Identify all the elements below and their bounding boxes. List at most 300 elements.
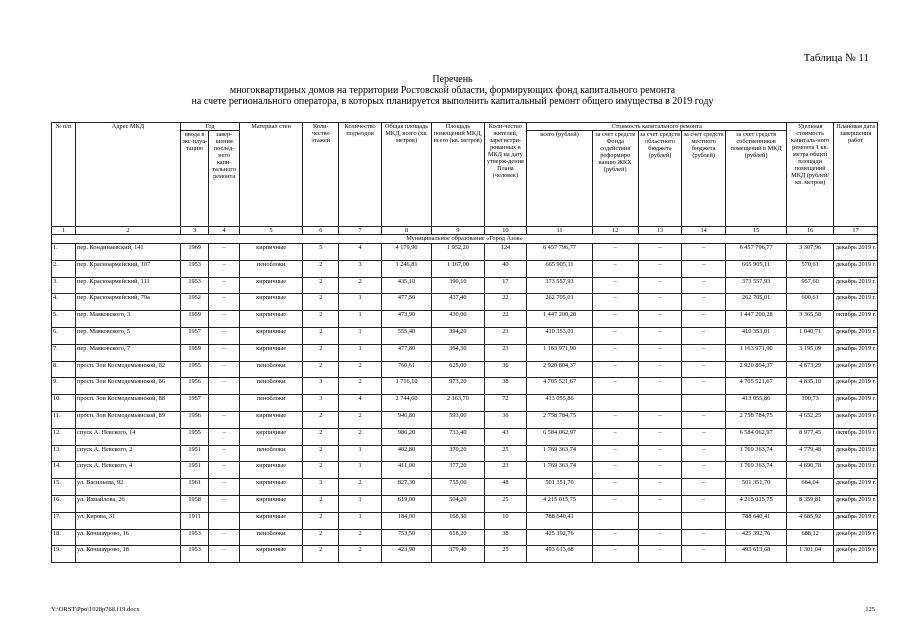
table-row bbox=[52, 462, 878, 479]
municipality-row: Муниципальное образование «Город Азов» bbox=[52, 235, 878, 244]
row-cost-fund: – bbox=[592, 428, 638, 445]
row-unit-cost: 3 307,96 bbox=[787, 244, 834, 261]
table-row bbox=[52, 411, 878, 428]
row-total-area: 184,00 bbox=[381, 512, 431, 529]
row-premises-area: 733,40 bbox=[432, 428, 484, 445]
row-total-area: 435,10 bbox=[381, 277, 431, 294]
row-cost-owners: 501 351,70 bbox=[726, 479, 787, 496]
row-entrances: 2 bbox=[339, 378, 382, 395]
row-wall: кирпичные bbox=[239, 546, 302, 563]
table-row bbox=[52, 479, 878, 496]
row-number: 4. bbox=[52, 294, 76, 311]
row-year-renov: – bbox=[209, 462, 240, 479]
row-total-area: 827,30 bbox=[381, 479, 431, 496]
row-premises-area: 1 167,00 bbox=[432, 260, 484, 277]
table-number: Таблица № 11 bbox=[803, 52, 869, 64]
row-number: 13. bbox=[52, 445, 76, 462]
row-cost-local: – bbox=[682, 546, 726, 563]
header-cost-fund: за счет средств Фонда содействия реформиро ванию ЖКХ (рублей) bbox=[592, 131, 638, 227]
row-year-built: 1957 bbox=[180, 327, 208, 344]
row-cost-region: – bbox=[638, 546, 682, 563]
row-floors: 3 bbox=[303, 395, 339, 412]
row-number: 9. bbox=[52, 378, 76, 395]
row-cost-local: – bbox=[682, 445, 726, 462]
row-residents: 36 bbox=[484, 361, 527, 378]
table-row bbox=[52, 546, 878, 563]
row-total-area: 477,80 bbox=[381, 344, 431, 361]
row-unit-cost: 664,04 bbox=[787, 479, 834, 496]
row-residents: 17 bbox=[484, 277, 527, 294]
table-row bbox=[52, 512, 878, 529]
col-number: 6 bbox=[303, 227, 339, 235]
row-year-renov: – bbox=[209, 411, 240, 428]
col-number: 16 bbox=[787, 227, 834, 235]
row-plan-date: декабрь 2019 г. bbox=[834, 495, 878, 512]
row-number: 14. bbox=[52, 462, 76, 479]
row-cost-region: – bbox=[638, 411, 682, 428]
row-floors: 2 bbox=[303, 495, 339, 512]
row-floors: 2 bbox=[303, 512, 339, 529]
row-cost-region: – bbox=[638, 344, 682, 361]
row-year-built: 1951 bbox=[180, 462, 208, 479]
row-cost-local: – bbox=[682, 378, 726, 395]
row-cost-fund: – bbox=[592, 479, 638, 496]
row-year-built: 1969 bbox=[180, 244, 208, 261]
col-number: 12 bbox=[592, 227, 638, 235]
table-row bbox=[52, 277, 878, 294]
row-plan-date: декабрь 2019 г. bbox=[834, 479, 878, 496]
row-year-built: 1959 bbox=[180, 344, 208, 361]
row-year-built: 1956 bbox=[180, 378, 208, 395]
row-wall: пеноблоки bbox=[239, 445, 302, 462]
row-number: 12. bbox=[52, 428, 76, 445]
header-address: Адрес МКД bbox=[76, 123, 181, 227]
row-cost-fund: – bbox=[592, 495, 638, 512]
row-plan-date: декабрь 2019 г. bbox=[834, 395, 878, 412]
row-total-area: 411,00 bbox=[381, 462, 431, 479]
row-cost-owners: 4 215 015,75 bbox=[726, 495, 787, 512]
row-cost-region: – bbox=[638, 529, 682, 546]
table-row bbox=[52, 428, 878, 445]
row-cost-fund: – bbox=[592, 311, 638, 328]
row-address: просп. Зои Космодемьянской, 86 bbox=[76, 378, 181, 395]
col-number: 14 bbox=[682, 227, 726, 235]
row-cost-owners: 6 584 062,97 bbox=[726, 428, 787, 445]
header-year: Год bbox=[180, 123, 239, 131]
row-cost-total: 4 215 015,75 bbox=[527, 495, 593, 512]
row-cost-owners: 425 392,76 bbox=[726, 529, 787, 546]
row-number: 10. bbox=[52, 395, 76, 412]
row-cost-owners: 410 353,01 bbox=[726, 327, 787, 344]
row-residents: 25 bbox=[484, 495, 527, 512]
row-cost-local bbox=[682, 395, 726, 412]
row-year-renov: – bbox=[209, 495, 240, 512]
row-floors: 2 bbox=[303, 294, 339, 311]
row-entrances: 1 bbox=[339, 327, 382, 344]
row-entrances: 1 bbox=[339, 344, 382, 361]
row-premises-area: 625,00 bbox=[432, 361, 484, 378]
column-number-row bbox=[52, 227, 878, 235]
row-residents: 23 bbox=[484, 462, 527, 479]
row-floors: 2 bbox=[303, 529, 339, 546]
row-floors: 2 bbox=[303, 260, 339, 277]
row-premises-area: 593,00 bbox=[432, 411, 484, 428]
row-number: 2. bbox=[52, 260, 76, 277]
row-wall: кирпичные bbox=[239, 277, 302, 294]
row-address: просп. Зои Космодемьянской, 89 bbox=[76, 411, 181, 428]
row-number: 3. bbox=[52, 277, 76, 294]
title-line: на счете регионального оператора, в которых планируется выполнить капитальный ремонт общего имущества в 2019 году bbox=[191, 96, 714, 107]
row-unit-cost: 4 652,25 bbox=[787, 411, 834, 428]
row-cost-region: – bbox=[638, 244, 682, 261]
row-entrances: 2 bbox=[339, 428, 382, 445]
header-cost-total: всего (рублей) bbox=[527, 131, 593, 227]
row-cost-total: 4 705 521,67 bbox=[527, 378, 593, 395]
row-total-area: 2 744,60 bbox=[381, 395, 431, 412]
row-cost-local: – bbox=[682, 260, 726, 277]
row-cost-local: – bbox=[682, 411, 726, 428]
col-number: 10 bbox=[484, 227, 527, 235]
row-year-built: 1951 bbox=[180, 445, 208, 462]
table-row bbox=[52, 344, 878, 361]
table-row bbox=[52, 395, 878, 412]
row-year-built: 1911 bbox=[180, 512, 208, 529]
header-entrances: Количество подъездов bbox=[339, 123, 382, 227]
row-floors: 2 bbox=[303, 411, 339, 428]
row-year-renov bbox=[209, 512, 240, 529]
row-premises-area: 504,20 bbox=[432, 495, 484, 512]
row-number: 16. bbox=[52, 495, 76, 512]
row-cost-owners: 1 447 200,28 bbox=[726, 311, 787, 328]
row-year-renov: – bbox=[209, 361, 240, 378]
row-cost-local: – bbox=[682, 529, 726, 546]
row-address: ул. Коншаурово, 16 bbox=[76, 529, 181, 546]
row-unit-cost: 4 673,29 bbox=[787, 361, 834, 378]
row-cost-fund: – bbox=[592, 378, 638, 395]
row-unit-cost: 4 779,48 bbox=[787, 445, 834, 462]
row-year-built: 1955 bbox=[180, 428, 208, 445]
row-floors: 2 bbox=[303, 327, 339, 344]
row-year-renov: – bbox=[209, 546, 240, 563]
row-cost-owners: 4 705 521,67 bbox=[726, 378, 787, 395]
row-address: спуск А. Невского, 4 bbox=[76, 462, 181, 479]
row-address: пер. Красноармейский, 111 bbox=[76, 277, 181, 294]
header-cost-region: за счет средств областного бюджета (рублей) bbox=[638, 131, 682, 227]
row-wall: кирпичные bbox=[239, 512, 302, 529]
row-cost-region: – bbox=[638, 294, 682, 311]
row-cost-local: – bbox=[682, 462, 726, 479]
row-total-area: 753,50 bbox=[381, 529, 431, 546]
row-address: просп. Зои Космодемьянской, 88 bbox=[76, 395, 181, 412]
row-residents: 43 bbox=[484, 428, 527, 445]
row-entrances: 1 bbox=[339, 462, 382, 479]
row-year-built: 1953 bbox=[180, 277, 208, 294]
row-premises-area: 390,10 bbox=[432, 277, 484, 294]
row-unit-cost: 3 195,09 bbox=[787, 344, 834, 361]
row-cost-total: 6 584 062,97 bbox=[527, 428, 593, 445]
row-entrances: 1 bbox=[339, 311, 382, 328]
table-row bbox=[52, 529, 878, 546]
row-cost-total: 2 758 784,75 bbox=[527, 411, 593, 428]
row-plan-date: декабрь 2019 г. bbox=[834, 378, 878, 395]
header-unit-cost: Удельная стоимость капиталь-ного ремонта 1 кв. метра общей площади помещений МКД (рублей/ кв. метров) bbox=[787, 123, 834, 227]
row-cost-owners: 493 613,68 bbox=[726, 546, 787, 563]
row-number: 15. bbox=[52, 479, 76, 496]
col-number: 7 bbox=[339, 227, 382, 235]
row-year-renov bbox=[209, 395, 240, 412]
row-cost-local: – bbox=[682, 277, 726, 294]
row-plan-date: декабрь 2019 г. bbox=[834, 445, 878, 462]
header-num: № п/п bbox=[52, 123, 76, 227]
row-total-area: 760,61 bbox=[381, 361, 431, 378]
col-number: 5 bbox=[239, 227, 302, 235]
table-row bbox=[52, 361, 878, 378]
row-year-renov: – bbox=[209, 277, 240, 294]
row-plan-date: декабрь 2019 г. bbox=[834, 462, 878, 479]
header-wall: Материал стен bbox=[239, 123, 302, 227]
row-cost-total: 2 920 804,37 bbox=[527, 361, 593, 378]
row-premises-area: 364,30 bbox=[432, 344, 484, 361]
row-cost-local: – bbox=[682, 361, 726, 378]
row-premises-area: 1 952,20 bbox=[432, 244, 484, 261]
row-address: пер. Маяковского, 7 bbox=[76, 344, 181, 361]
row-number: 7. bbox=[52, 344, 76, 361]
row-residents: 36 bbox=[484, 411, 527, 428]
row-plan-date: декабрь 2019 г. bbox=[834, 327, 878, 344]
row-year-built: 1953 bbox=[180, 529, 208, 546]
row-wall: кирпичные bbox=[239, 495, 302, 512]
row-cost-fund: – bbox=[592, 411, 638, 428]
row-premises-area: 2 163,70 bbox=[432, 395, 484, 412]
row-floors: 2 bbox=[303, 361, 339, 378]
row-plan-date: декабрь 2019 г. bbox=[834, 260, 878, 277]
row-number: 11. bbox=[52, 411, 76, 428]
header-plan-date: Плановая дата завершения работ bbox=[834, 123, 878, 227]
row-plan-date: октябрь 2019 г. bbox=[834, 311, 878, 328]
row-unit-cost: 1 301,04 bbox=[787, 546, 834, 563]
row-entrances: 1 bbox=[339, 294, 382, 311]
row-premises-area: 618,20 bbox=[432, 529, 484, 546]
row-plan-date: декабрь 2019 г. bbox=[834, 411, 878, 428]
row-cost-region: – bbox=[638, 445, 682, 462]
row-premises-area: 973,20 bbox=[432, 378, 484, 395]
row-cost-region: – bbox=[638, 462, 682, 479]
row-year-built: 1953 bbox=[180, 260, 208, 277]
row-total-area: 4 179,90 bbox=[381, 244, 431, 261]
row-unit-cost: 688,12 bbox=[787, 529, 834, 546]
row-plan-date: декабрь 2019 г. bbox=[834, 529, 878, 546]
row-residents: 38 bbox=[484, 529, 527, 546]
col-number: 17 bbox=[834, 227, 878, 235]
row-premises-area: 168,30 bbox=[432, 512, 484, 529]
file-path: Y:\ORST\Ppo\1028p768.f19.docx bbox=[51, 606, 140, 613]
row-address: пер. Красноармейский, 107 bbox=[76, 260, 181, 277]
row-wall: кирпичные bbox=[239, 294, 302, 311]
row-cost-owners: 665 905,11 bbox=[726, 260, 787, 277]
row-cost-local: – bbox=[682, 495, 726, 512]
row-cost-region: – bbox=[638, 428, 682, 445]
col-number: 11 bbox=[527, 227, 593, 235]
col-number: 13 bbox=[638, 227, 682, 235]
row-total-area: 473,90 bbox=[381, 311, 431, 328]
row-floors: 2 bbox=[303, 344, 339, 361]
row-cost-local: – bbox=[682, 294, 726, 311]
row-premises-area: 370,20 bbox=[432, 445, 484, 462]
row-wall: кирпичные bbox=[239, 311, 302, 328]
row-entrances: 2 bbox=[339, 546, 382, 563]
row-unit-cost: 4 690,78 bbox=[787, 462, 834, 479]
row-cost-local bbox=[682, 512, 726, 529]
row-cost-total: 501 351,70 bbox=[527, 479, 593, 496]
row-address: ул. Кирова, 31 bbox=[76, 512, 181, 529]
row-number: 8. bbox=[52, 361, 76, 378]
header-residents: Коли-чество жителей, зарегистри-рованных в МКД на дату утверж-дения Плана (человек) bbox=[484, 123, 527, 227]
row-cost-region: – bbox=[638, 378, 682, 395]
row-floors: 3 bbox=[303, 479, 339, 496]
row-total-area: 423,90 bbox=[381, 546, 431, 563]
table-row bbox=[52, 244, 878, 261]
row-cost-local: – bbox=[682, 244, 726, 261]
col-number: 1 bbox=[52, 227, 76, 235]
row-residents: 38 bbox=[484, 378, 527, 395]
title-line: многоквартирных домов на территории Ростовской области, формирующих фонд капитального ремонта bbox=[229, 85, 676, 96]
row-cost-total: 1 447 200,28 bbox=[527, 311, 593, 328]
row-wall: пеноблоки bbox=[239, 260, 302, 277]
row-cost-fund: – bbox=[592, 529, 638, 546]
row-year-renov: – bbox=[209, 311, 240, 328]
row-year-renov: – bbox=[209, 428, 240, 445]
row-residents: 25 bbox=[484, 546, 527, 563]
row-cost-local: – bbox=[682, 311, 726, 328]
row-wall: пеноблоки bbox=[239, 361, 302, 378]
row-floors: 2 bbox=[303, 277, 339, 294]
row-total-area: 946,80 bbox=[381, 411, 431, 428]
row-cost-region: – bbox=[638, 327, 682, 344]
row-cost-total: 1 163 971,90 bbox=[527, 344, 593, 361]
row-cost-owners: 788 640,41 bbox=[726, 512, 787, 529]
title-line: Перечень bbox=[432, 74, 473, 85]
row-address: спуск А. Невского, 14 bbox=[76, 428, 181, 445]
row-year-renov: – bbox=[209, 529, 240, 546]
row-address: пер. Маяковского, 3 bbox=[76, 311, 181, 328]
row-cost-local: – bbox=[682, 479, 726, 496]
col-number: 3 bbox=[180, 227, 208, 235]
row-residents: 23 bbox=[484, 344, 527, 361]
row-cost-fund: – bbox=[592, 244, 638, 261]
row-number: 1. bbox=[52, 244, 76, 261]
row-unit-cost: 3 365,58 bbox=[787, 311, 834, 328]
row-year-renov: – bbox=[209, 244, 240, 261]
row-entrances: 1 bbox=[339, 512, 382, 529]
header-cost-group: Стоимость капитального ремонта bbox=[527, 123, 787, 131]
row-residents: 23 bbox=[484, 327, 527, 344]
row-unit-cost: 570,61 bbox=[787, 260, 834, 277]
row-total-area: 1 246,81 bbox=[381, 260, 431, 277]
row-cost-local: – bbox=[682, 327, 726, 344]
row-plan-date: октябрь 2019 г. bbox=[834, 428, 878, 445]
row-address: ул. Измайлова, 26 bbox=[76, 495, 181, 512]
row-plan-date: декабрь 2019 г. bbox=[834, 512, 878, 529]
row-cost-local: – bbox=[682, 428, 726, 445]
row-cost-total: 262 705,01 bbox=[527, 294, 593, 311]
row-cost-fund: – bbox=[592, 361, 638, 378]
table-row bbox=[52, 327, 878, 344]
row-plan-date: декабрь 2019 г. bbox=[834, 294, 878, 311]
row-number: 17. bbox=[52, 512, 76, 529]
col-number: 9 bbox=[432, 227, 484, 235]
row-year-built: 1958 bbox=[180, 495, 208, 512]
row-year-built: 1957 bbox=[180, 395, 208, 412]
row-year-renov: – bbox=[209, 327, 240, 344]
row-premises-area: 437,40 bbox=[432, 294, 484, 311]
row-cost-fund: – bbox=[592, 294, 638, 311]
row-cost-region bbox=[638, 512, 682, 529]
row-wall: кирпичные bbox=[239, 411, 302, 428]
row-floors: 2 bbox=[303, 428, 339, 445]
row-cost-total: 665 905,11 bbox=[527, 260, 593, 277]
row-cost-local: – bbox=[682, 344, 726, 361]
row-address: пер. Маяковского, 5 bbox=[76, 327, 181, 344]
row-entrances: 3 bbox=[339, 260, 382, 277]
row-wall: кирпичные bbox=[239, 462, 302, 479]
row-wall: кирпичные bbox=[239, 428, 302, 445]
row-cost-fund: – bbox=[592, 445, 638, 462]
row-year-renov: – bbox=[209, 344, 240, 361]
row-cost-owners: 262 705,01 bbox=[726, 294, 787, 311]
row-floors: 2 bbox=[303, 546, 339, 563]
row-residents: 10 bbox=[484, 512, 527, 529]
row-total-area: 402,80 bbox=[381, 445, 431, 462]
row-entrances: 2 bbox=[339, 479, 382, 496]
row-unit-cost: 8 359,81 bbox=[787, 495, 834, 512]
table-row bbox=[52, 445, 878, 462]
row-year-renov: – bbox=[209, 260, 240, 277]
row-cost-region bbox=[638, 395, 682, 412]
row-wall: пеноблоки bbox=[239, 395, 302, 412]
row-premises-area: 755,00 bbox=[432, 479, 484, 496]
row-number: 18. bbox=[52, 529, 76, 546]
row-year-built: 1956 bbox=[180, 411, 208, 428]
row-year-built: 1959 bbox=[180, 311, 208, 328]
row-cost-region: – bbox=[638, 495, 682, 512]
row-total-area: 986,20 bbox=[381, 428, 431, 445]
row-cost-owners: 1 769 363,74 bbox=[726, 462, 787, 479]
row-wall: кирпичные bbox=[239, 244, 302, 261]
row-cost-region: – bbox=[638, 277, 682, 294]
header-premises-area: Площадь помещений МКД, всего (кв. метров) bbox=[432, 123, 484, 227]
row-address: просп. Зои Космодемьянской, 82 bbox=[76, 361, 181, 378]
row-cost-fund: – bbox=[592, 277, 638, 294]
row-wall: пеноблоки bbox=[239, 529, 302, 546]
header-cost-local: за счет средств местного бюджета (рублей) bbox=[682, 131, 726, 227]
row-cost-owners: 1 769 363,74 bbox=[726, 445, 787, 462]
row-year-built: 1952 bbox=[180, 294, 208, 311]
row-cost-total: 413 055,86 bbox=[527, 395, 593, 412]
row-wall: кирпичные bbox=[239, 327, 302, 344]
row-cost-owners: 2 920 804,37 bbox=[726, 361, 787, 378]
row-cost-fund: – bbox=[592, 327, 638, 344]
row-unit-cost: 8 977,45 bbox=[787, 428, 834, 445]
row-cost-fund bbox=[592, 395, 638, 412]
row-cost-owners: 6 457 796,77 bbox=[726, 244, 787, 261]
row-premises-area: 430,00 bbox=[432, 311, 484, 328]
row-number: 19. bbox=[52, 546, 76, 563]
row-premises-area: 394,20 bbox=[432, 327, 484, 344]
header-floors: Коли-чество этажей bbox=[303, 123, 339, 227]
header-year-built: ввода в экс-плуа-тацию bbox=[180, 131, 208, 227]
row-cost-owners: 2 758 784,75 bbox=[726, 411, 787, 428]
header-total-area: Общая площадь МКД, всего (кв. метров) bbox=[381, 123, 431, 227]
